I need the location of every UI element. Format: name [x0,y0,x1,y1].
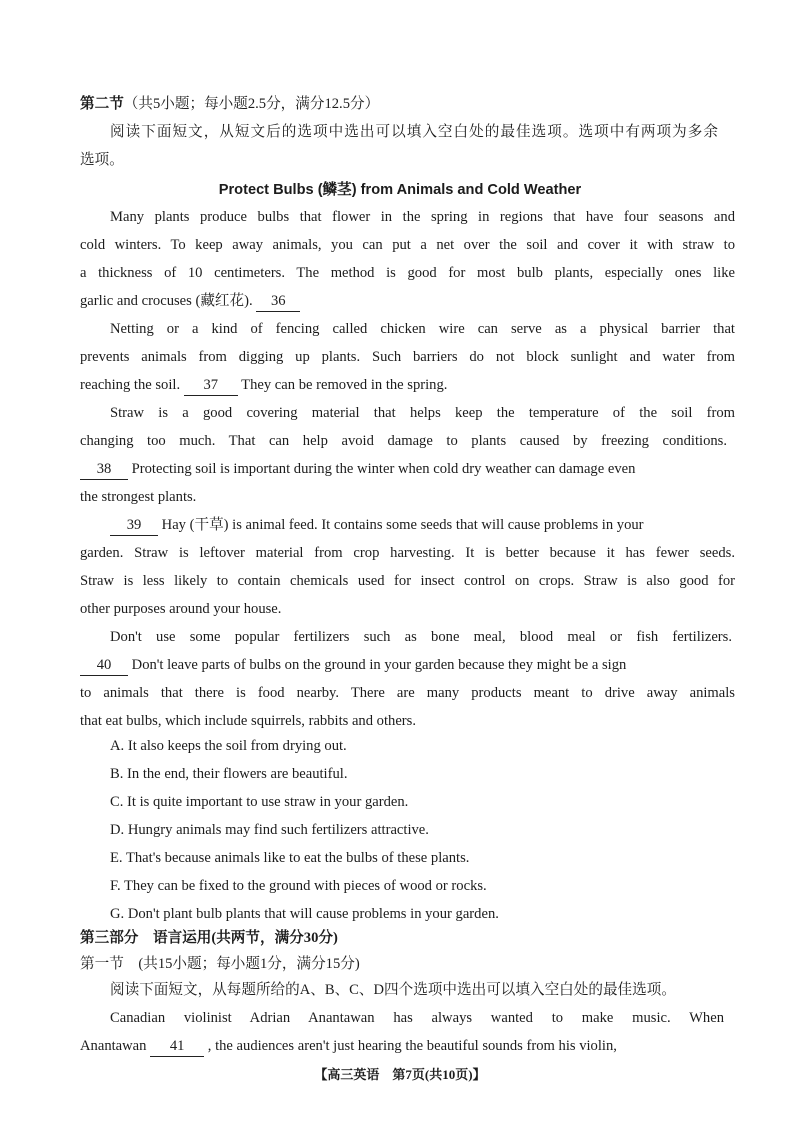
p1-line4 [80,291,300,312]
p1-line3: a thickness of 10 centimeters. The method is good for most bulb plants, especially ones like [80,265,735,281]
option-d: D. Hungry animals may find such fertilizers attractive. [110,822,429,838]
part3-heading: 第三部分 语言运用(共两节，满分30分) [80,930,338,946]
p1-line1: Many plants produce bulbs that flower in the spring in regions that have four seasons and [110,209,735,225]
option-c: C. It is quite important to use straw in your garden. [110,794,409,810]
blank-39: 39 [110,515,158,536]
section2-instruction-2: 选项。 [80,152,124,168]
option-g: G. Don't plant bulb plants that will cause problems in your garden. [110,906,499,922]
section2-heading-note: （共5小题；每小题2.5分，满分12.5分） [123,96,380,112]
p5-line4: that eat bulbs, which include squirrels, rabbits and others. [80,713,416,729]
p3-line1: Straw is a good covering material that helps keep the temperature of the soil from [110,405,735,421]
part3-line2-text-a: Anantawan [80,1038,147,1054]
part3-line2 [80,1036,617,1057]
p3-line3-text: Protecting soil is important during the winter when cold dry weather can damage even [131,461,636,477]
option-b: B. In the end, their flowers are beautiful. [110,766,348,782]
blank-40: 40 [80,655,128,676]
section2-instruction-1: 阅读下面短文，从短文后的选项中选出可以填入空白处的最佳选项。选项中有两项为多余 [110,124,718,140]
p4-line3: Straw is less likely to contain chemicals used for insect control on crops. Straw is also good for [80,573,735,589]
part3-instruction: 阅读下面短文，从每题所给的A、B、C、D四个选项中选出可以填入空白处的最佳选项。 [110,982,676,998]
p4-line4: other purposes around your house. [80,601,282,617]
blank-41: 41 [150,1036,204,1057]
section2-heading-label: 第二节 [80,96,124,112]
blank-36: 36 [256,291,300,312]
p4-line1-text: Hay (干草) is animal feed. It contains some seeds that will cause problems in your [161,517,644,533]
part3-line1: Canadian violinist Adrian Anantawan has always wanted to make music. When [110,1010,724,1026]
p5-line2 [80,655,626,676]
blank-37: 37 [184,375,238,396]
p4-line1 [110,515,644,536]
option-a: A. It also keeps the soil from drying out. [110,738,347,754]
p2-line3 [80,375,447,396]
part3-subheading: 第一节 (共15小题；每小题1分，满分15分) [80,956,360,972]
page-footer: 【高三英语 第7页(共10页)】 [314,1067,486,1082]
p5-line3: to animals that there is food nearby. There are many products meant to drive away animals [80,685,735,701]
section2-heading [80,94,379,114]
p2-line3-text-b: They can be removed in the spring. [241,377,448,393]
p1-line2: cold winters. To keep away animals, you can put a net over the soil and cover it with straw to [80,237,735,253]
p3-line3 [80,459,635,480]
part3-line2-text-b: , the audiences aren't just hearing the beautiful sounds from his violin, [207,1038,617,1054]
p1-line4-text: garlic and crocuses (藏红花). [80,293,253,309]
p2-line3-text-a: reaching the soil. [80,377,181,393]
p2-line2: prevents animals from digging up plants. Such barriers do not block sunlight and water from [80,349,735,365]
p4-line2: garden. Straw is leftover material from crop harvesting. It is better because it has fewer seeds. [80,545,735,561]
p5-line2-text: Don't leave parts of bulbs on the ground in your garden because they might be a sign [131,657,627,673]
option-e: E. That's because animals like to eat the bulbs of these plants. [110,850,470,866]
p3-line4: the strongest plants. [80,489,197,505]
blank-38: 38 [80,459,128,480]
p2-line1: Netting or a kind of fencing called chicken wire can serve as a physical barrier that [110,321,735,337]
option-f: F. They can be fixed to the ground with pieces of wood or rocks. [110,878,487,894]
p5-line1: Don't use some popular fertilizers such as bone meal, blood meal or fish fertilizers. [110,629,732,645]
p3-line2: changing too much. That can help avoid damage to plants caused by freezing conditions. [80,433,727,449]
passage-title: Protect Bulbs (鳞茎) from Animals and Cold Weather [218,182,582,198]
